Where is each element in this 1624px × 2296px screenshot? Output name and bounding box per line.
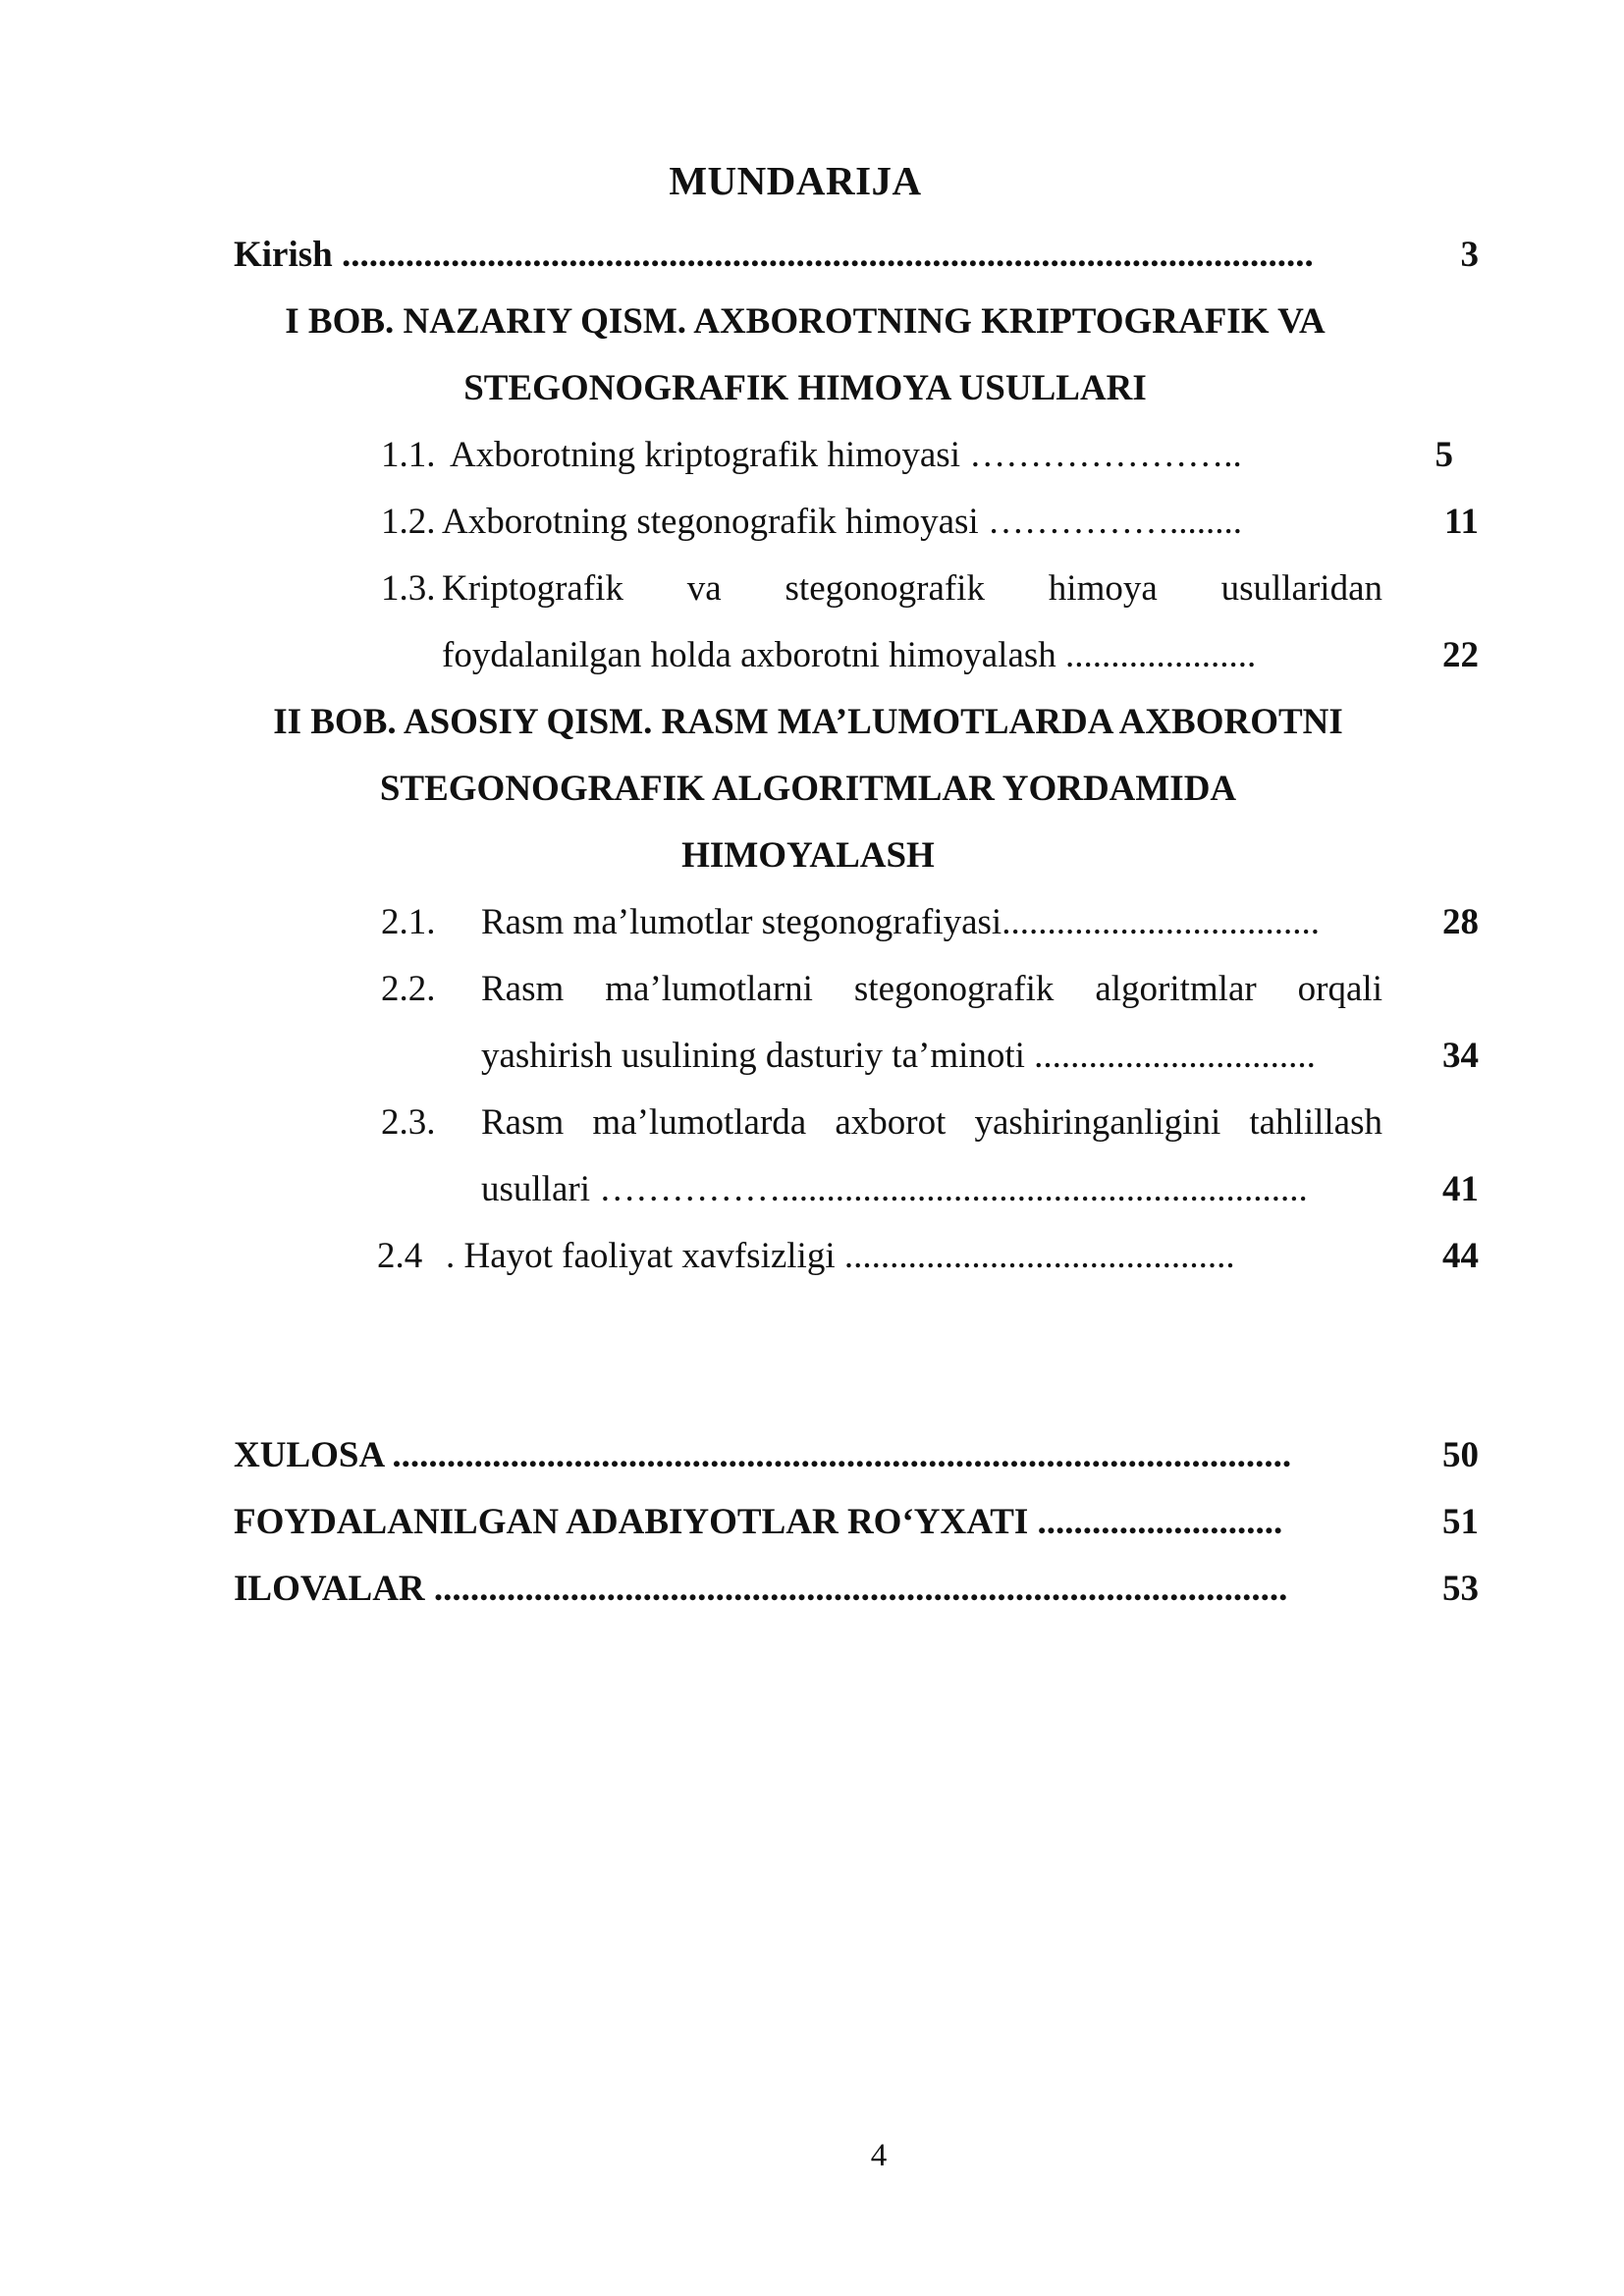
toc-item-number: 2.4 [377, 1236, 423, 1276]
toc-item-page: 5 [1435, 435, 1453, 475]
toc-item-number: 1.1. [381, 435, 436, 475]
toc-item-text-continued: yashirish usulining dasturiy ta’minoti ............................... [481, 1036, 1316, 1076]
toc-references-page: 51 [1442, 1502, 1479, 1542]
toc-item-number: 1.2. [381, 502, 436, 542]
toc-item-number: 2.2. [381, 969, 436, 1009]
toc-item-text: Rasm ma’lumotlarni stegonografik algoritmlar orqali [481, 969, 1382, 1009]
chapter2-heading-line1: II BOB. ASOSIY QISM. RASM MA’LUMOTLARDA AXBOROTNI [273, 702, 1343, 742]
toc-item-page: 22 [1442, 635, 1479, 675]
toc-item-number: 2.1. [381, 902, 436, 942]
toc-item-text-continued: usullari …………….......................................................... [481, 1169, 1308, 1209]
toc-item-page: 34 [1442, 1036, 1479, 1076]
chapter2-heading-line3: HIMOYALASH [681, 835, 935, 876]
toc-item-text: Axborotning kriptografik himoyasi ………………….. [450, 435, 1242, 475]
chapter1-heading-line2: STEGONOGRAFIK HIMOYA USULLARI [463, 368, 1147, 408]
toc-references-text: FOYDALANILGAN ADABIYOTLAR RO‘YXATI ........................... [234, 1502, 1283, 1542]
toc-item-number: 2.3. [381, 1102, 436, 1143]
toc-conclusion-page: 50 [1442, 1435, 1479, 1475]
toc-appendices-text: ILOVALAR .............................................................................................. [234, 1569, 1288, 1609]
chapter2-heading-line2: STEGONOGRAFIK ALGORITMLAR YORDAMIDA [379, 769, 1237, 809]
toc-item-number: 1.3. [381, 568, 436, 609]
toc-item-text-continued: foydalanilgan holda axborotni himoyalash ..................... [442, 635, 1257, 675]
page-number: 4 [870, 2138, 888, 2173]
toc-title: MUNDARIJA [669, 158, 922, 203]
toc-item-page: 41 [1442, 1169, 1479, 1209]
toc-item-page: 28 [1442, 902, 1479, 942]
toc-conclusion-text: XULOSA ................................................................................................... [234, 1435, 1292, 1475]
toc-item-page: 11 [1444, 502, 1479, 542]
toc-intro-page: 3 [1460, 235, 1479, 275]
toc-intro-text: Kirish ........................................................................................................... [234, 235, 1314, 275]
chapter1-heading-line1: I BOB. NAZARIY QISM. AXBOROTNING KRIPTOGRAFIK VA [285, 301, 1326, 342]
toc-item-text: . Hayot faoliyat xavfsizligi ........................................... [446, 1236, 1235, 1276]
toc-item-text: Axborotning stegonografik himoyasi ……………........ [442, 502, 1242, 542]
toc-item-text: Kriptografik va stegonografik himoya usullaridan [442, 568, 1382, 609]
toc-item-page: 44 [1442, 1236, 1479, 1276]
toc-item-text: Rasm ma’lumotlar stegonografiyasi................................... [481, 902, 1320, 942]
toc-item-text: Rasm ma’lumotlarda axborot yashiringanligini tahlillash [481, 1102, 1382, 1143]
toc-appendices-page: 53 [1442, 1569, 1479, 1609]
